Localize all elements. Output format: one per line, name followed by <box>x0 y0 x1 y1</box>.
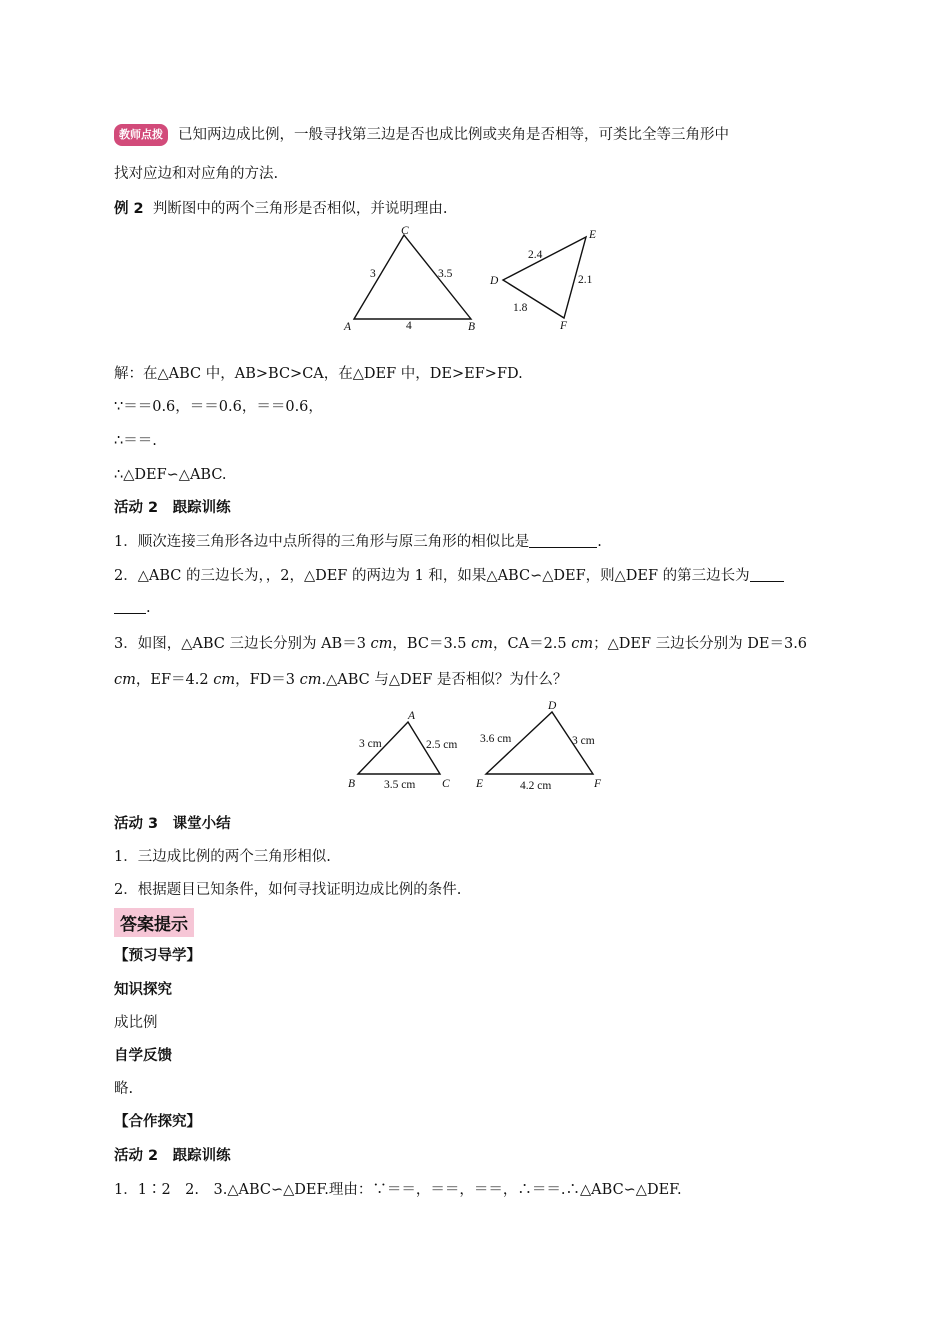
answer-activity-2: 1．1∶2 2. 3.△ABC∽△DEF.理由：∵＝＝，＝＝，＝＝，∴＝＝.∴△ABC∽△DEF. <box>114 1182 682 1198</box>
label-b: B <box>468 321 476 333</box>
side-de-length: 2.4 <box>528 249 543 261</box>
label-f: F <box>560 320 568 332</box>
side-cb-length: 3.5 <box>438 268 453 280</box>
label-c: C <box>401 225 409 237</box>
side-de-length: 3.6 cm <box>480 733 512 745</box>
label-e: E <box>589 229 597 241</box>
answers-knowledge-heading: 知识探究 <box>114 982 172 998</box>
teacher-tip-line1: 教师点拨 已知两边成比例，一般寻找第三边是否也成比例或夹角是否相等，可类比全等三角形中 <box>114 124 729 146</box>
teacher-tip-badge: 教师点拨 <box>114 124 168 146</box>
side-ac-length: 2.5 cm <box>426 739 458 751</box>
summary-point-2: 2．根据题目已知条件，如何寻找证明边成比例的条件. <box>114 882 462 898</box>
answers-activity-2-heading: 活动 2 跟踪训练 <box>114 1148 231 1164</box>
solution-line-1: 解：在△ABC 中，AB>BC>CA，在△DEF 中，DE>EF>FD. <box>114 366 523 382</box>
activity-3-title: 活动 3 课堂小结 <box>114 816 231 832</box>
answer-blank <box>114 599 146 614</box>
question-3-line1: 3．如图，△ABC 三边长分别为 AB＝3 cm，BC＝3.5 cm，CA＝2.5 cm；△DEF 三边长分别为 DE＝3.6 <box>114 636 808 652</box>
solution-line-3: ∴＝＝. <box>114 433 157 449</box>
example-label: 例 2 <box>114 201 144 217</box>
answers-preview-heading: 【预习导学】 <box>114 948 201 964</box>
side-df-length: 3 cm <box>572 735 595 747</box>
question-1: 1．顺次连接三角形各边中点所得的三角形与原三角形的相似比是 . <box>114 534 602 550</box>
solution-line-2: ∵＝＝0.6，＝＝0.6，＝＝0.6， <box>114 399 323 415</box>
answer-hint-box: 答案提示 <box>114 908 194 937</box>
side-ef-length: 4.2 cm <box>520 780 552 792</box>
side-df-length: 1.8 <box>513 302 528 314</box>
question-2: 2．△ABC 的三边长为，，2，△DEF 的两边为 1 和，如果△ABC∽△DEF，则△DEF 的第三边长为 <box>114 566 784 586</box>
answer-feedback: 略. <box>114 1081 134 1097</box>
side-ac-length: 3 <box>370 268 376 280</box>
answers-feedback-heading: 自学反馈 <box>114 1048 172 1064</box>
label-a: A <box>344 321 352 333</box>
question-3-line2: cm，EF＝4.2 cm，FD＝3 cm.△ABC 与△DEF 是否相似？为什么？ <box>114 672 568 688</box>
teacher-tip-line2: 找对应边和对应角的方法. <box>114 166 279 182</box>
label-f: F <box>594 778 602 790</box>
answer-blank <box>529 533 597 548</box>
figure-triangles-abc-def <box>340 222 620 337</box>
label-b: B <box>348 778 356 790</box>
side-ab-length: 4 <box>406 320 412 332</box>
solution-line-4: ∴△DEF∽△ABC. <box>114 467 227 483</box>
example-2-heading: 例 2 判断图中的两个三角形是否相似，并说明理由. <box>114 201 448 217</box>
label-d: D <box>548 700 557 712</box>
summary-point-1: 1．三边成比例的两个三角形相似. <box>114 849 331 865</box>
figure-question-3-triangles <box>340 698 610 798</box>
side-ef-length: 2.1 <box>578 274 593 286</box>
answers-cooperation-heading: 【合作探究】 <box>114 1114 201 1130</box>
answer-blank <box>750 567 784 582</box>
question-2-cont: . <box>114 598 151 618</box>
side-bc-length: 3.5 cm <box>384 779 416 791</box>
answer-knowledge: 成比例 <box>114 1015 158 1031</box>
label-e: E <box>476 778 484 790</box>
label-c: C <box>442 778 450 790</box>
label-a: A <box>408 710 416 722</box>
activity-2-title: 活动 2 跟踪训练 <box>114 500 231 516</box>
label-d: D <box>490 275 499 287</box>
side-ab-length: 3 cm <box>359 738 382 750</box>
